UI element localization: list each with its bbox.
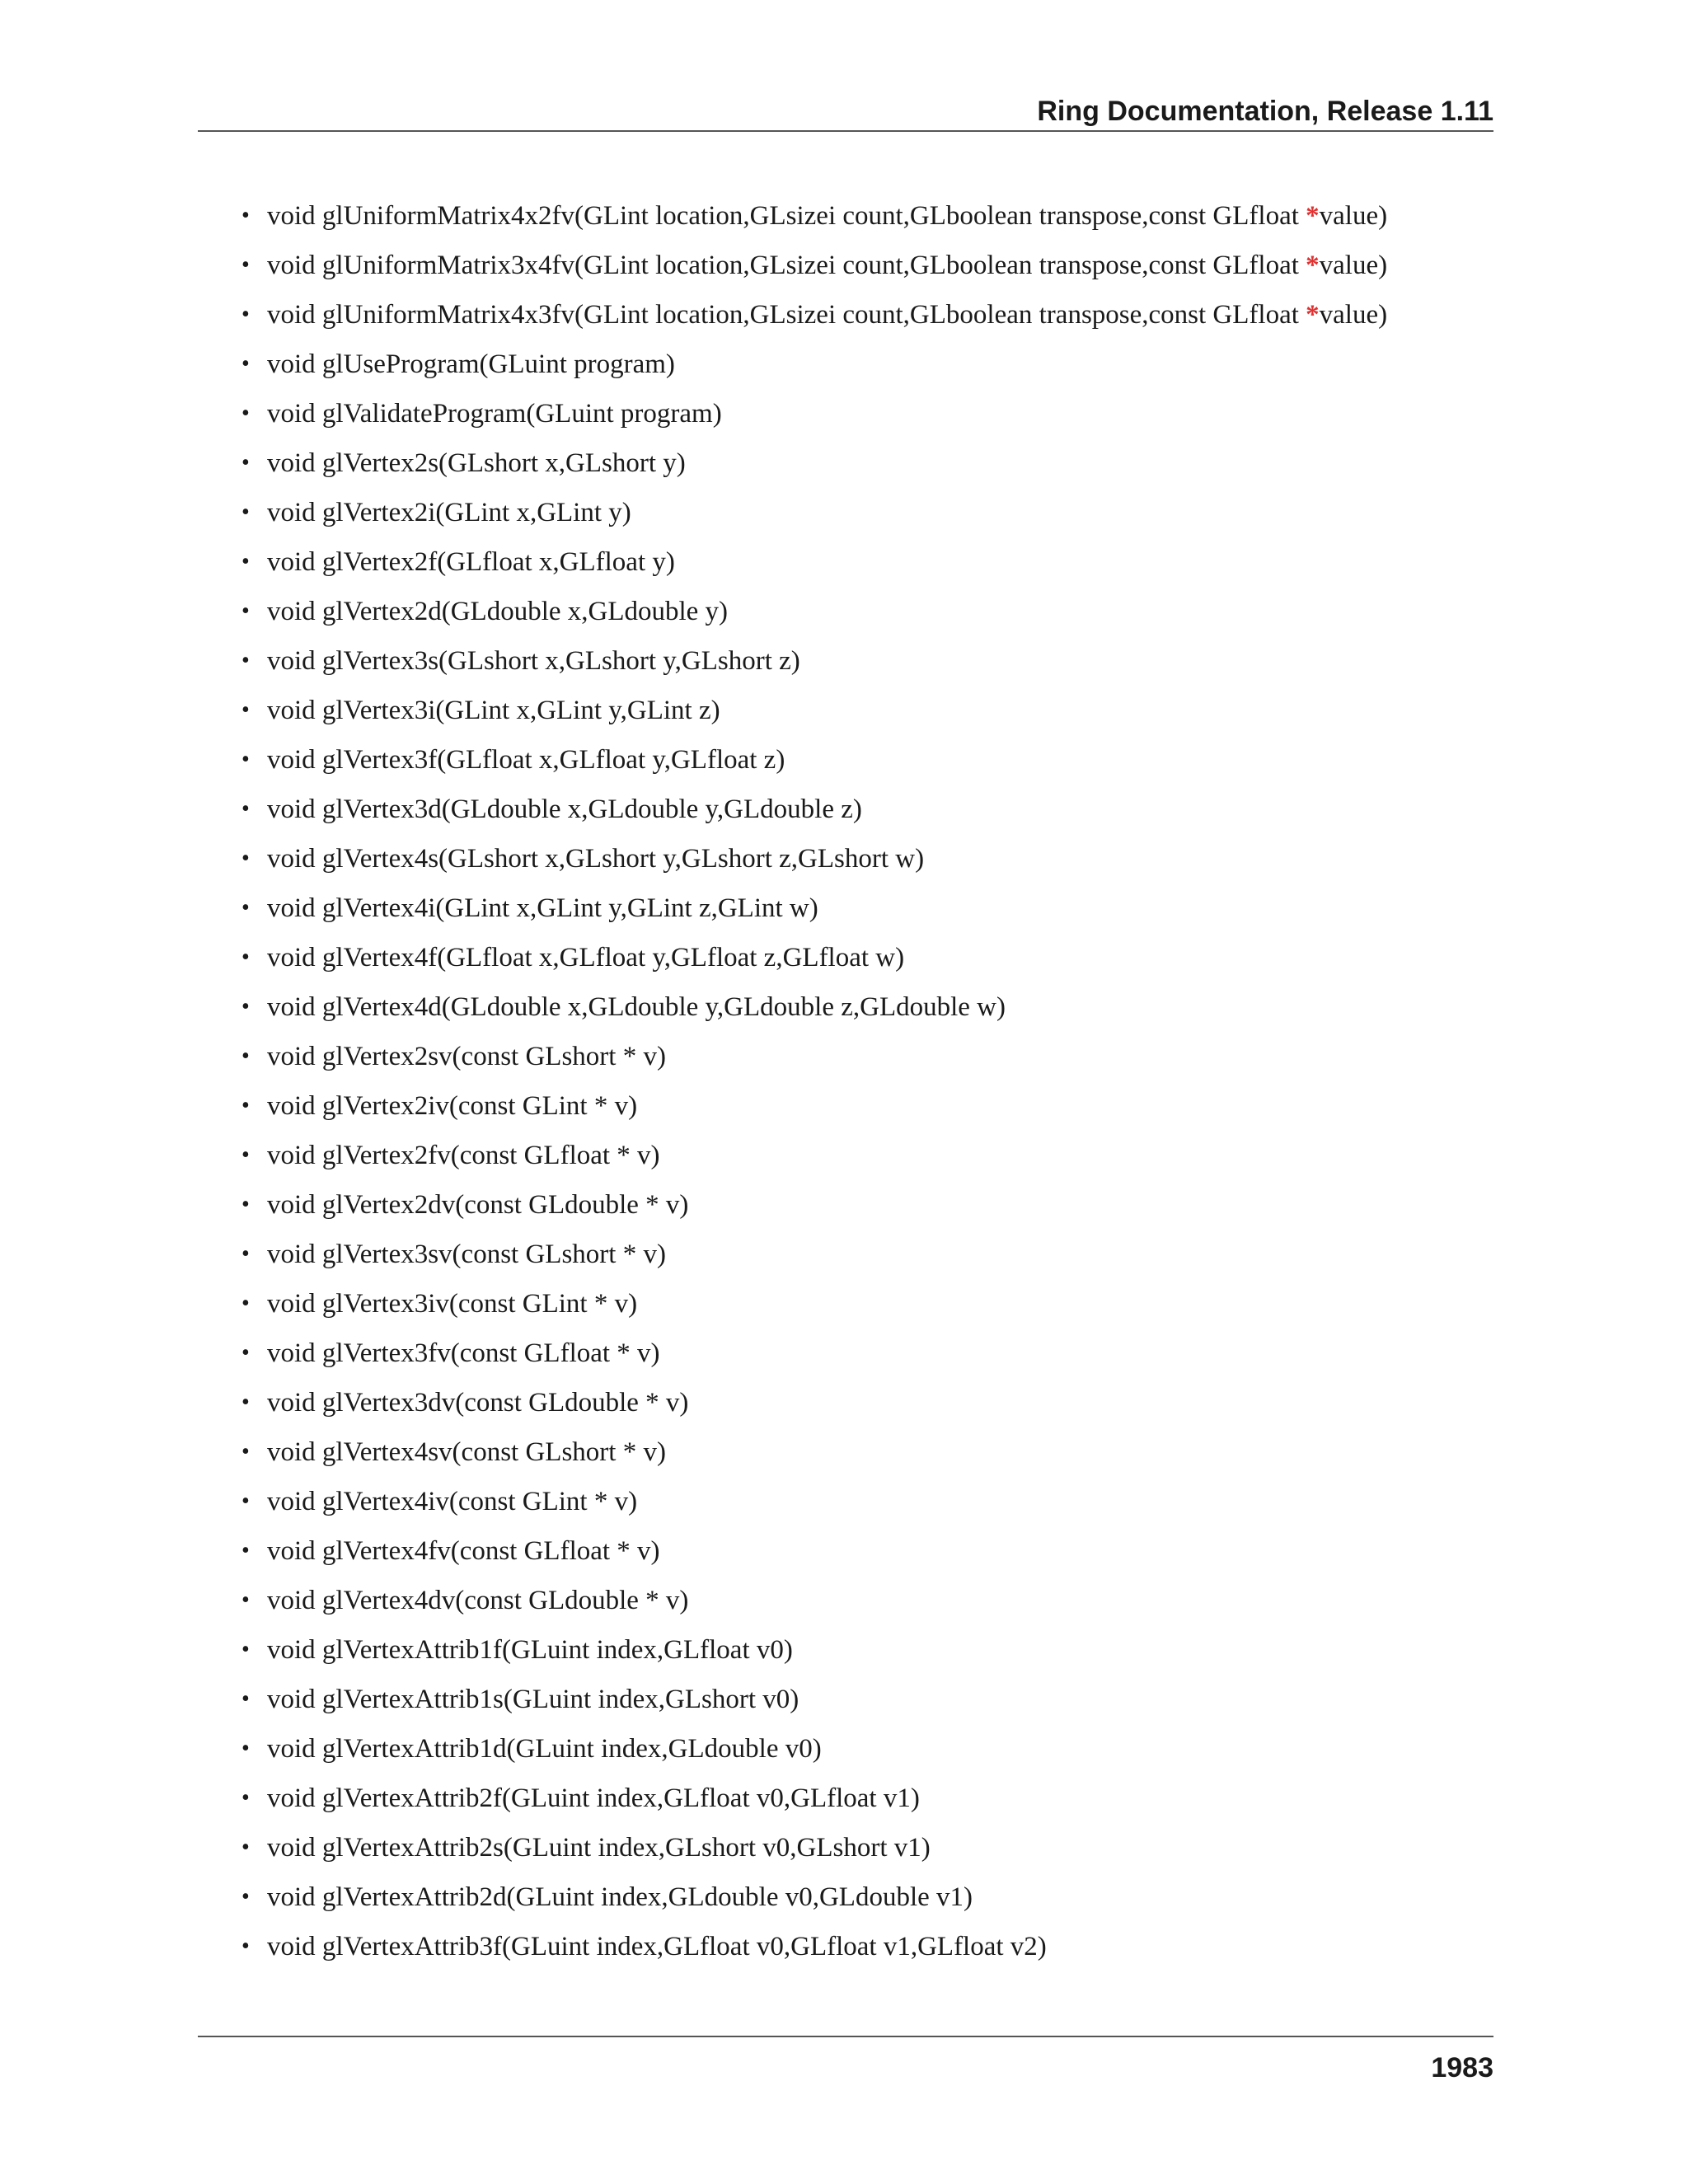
page-header <box>198 89 1493 132</box>
function-signature: void glVertex4sv(const GLshort * v) <box>267 1437 666 1467</box>
function-signature-tail: value) <box>1319 201 1388 231</box>
function-signature-tail: value) <box>1319 300 1388 330</box>
bullet-icon: • <box>241 1686 250 1712</box>
function-signature: void glUniformMatrix4x3fv(GLint location,GLsizei count,GLboolean transpose,const GLfloat <box>267 300 1306 330</box>
list-item <box>198 982 1493 1032</box>
list-item <box>198 1724 1493 1774</box>
function-signature: void glVertexAttrib1s(GLuint index,GLshort v0) <box>267 1685 799 1714</box>
list-item <box>198 537 1493 587</box>
main-content <box>198 191 1493 1971</box>
bullet-icon: • <box>241 351 250 377</box>
list-item <box>198 785 1493 834</box>
function-list <box>198 191 1493 1971</box>
function-signature: void glUseProgram(GLuint program) <box>267 349 675 379</box>
list-item <box>198 1526 1493 1576</box>
function-signature: void glVertexAttrib3f(GLuint index,GLfloat v0,GLfloat v1,GLfloat v2) <box>267 1932 1047 1961</box>
list-item <box>198 1625 1493 1675</box>
bullet-icon: • <box>241 1291 250 1316</box>
list-item <box>198 883 1493 933</box>
bullet-icon: • <box>241 697 250 723</box>
bullet-icon: • <box>241 1587 250 1613</box>
bullet-icon: • <box>241 450 250 476</box>
bullet-icon: • <box>241 499 250 525</box>
function-signature: void glVertex4d(GLdouble x,GLdouble y,GLdouble z,GLdouble w) <box>267 992 1006 1022</box>
function-signature: void glVertex3s(GLshort x,GLshort y,GLshort z) <box>267 646 800 676</box>
list-item <box>198 1675 1493 1724</box>
function-signature: void glVertex2f(GLfloat x,GLfloat y) <box>267 547 675 577</box>
function-signature: void glVertex4f(GLfloat x,GLfloat y,GLfloat z,GLfloat w) <box>267 943 905 972</box>
list-item <box>198 1081 1493 1131</box>
list-item <box>198 1477 1493 1526</box>
bullet-icon: • <box>241 796 250 822</box>
function-signature: void glVertex3fv(const GLfloat * v) <box>267 1338 660 1368</box>
pointer-asterisk: * <box>1306 251 1320 280</box>
bullet-icon: • <box>241 203 250 228</box>
list-item <box>198 1131 1493 1180</box>
function-signature: void glVertexAttrib2s(GLuint index,GLshort v0,GLshort v1) <box>267 1833 931 1863</box>
bullet-icon: • <box>241 747 250 772</box>
function-signature: void glUniformMatrix3x4fv(GLint location,GLsizei count,GLboolean transpose,const GLfloat <box>267 251 1306 280</box>
function-signature: void glVertex3i(GLint x,GLint y,GLint z) <box>267 696 720 725</box>
bullet-icon: • <box>241 648 250 673</box>
function-signature: void glVertex2iv(const GLint * v) <box>267 1091 638 1121</box>
bullet-icon: • <box>241 302 250 327</box>
bullet-icon: • <box>241 1093 250 1118</box>
function-signature: void glVertex4fv(const GLfloat * v) <box>267 1536 660 1566</box>
bullet-icon: • <box>241 1785 250 1811</box>
bullet-icon: • <box>241 1192 250 1217</box>
bullet-icon: • <box>241 1933 250 1959</box>
function-signature: void glUniformMatrix4x2fv(GLint location,GLsizei count,GLboolean transpose,const GLfloat <box>267 201 1306 231</box>
bullet-icon: • <box>241 944 250 970</box>
list-item <box>198 389 1493 438</box>
list-item <box>198 834 1493 883</box>
function-signature: void glVertex3dv(const GLdouble * v) <box>267 1388 689 1418</box>
bullet-icon: • <box>241 401 250 426</box>
function-signature: void glVertexAttrib2f(GLuint index,GLfloat v0,GLfloat v1) <box>267 1783 920 1813</box>
function-signature: void glValidateProgram(GLuint program) <box>267 399 722 429</box>
list-item <box>198 1427 1493 1477</box>
bullet-icon: • <box>241 1835 250 1860</box>
bullet-icon: • <box>241 549 250 574</box>
function-signature: void glVertex4i(GLint x,GLint y,GLint z,GLint w) <box>267 893 818 923</box>
bullet-icon: • <box>241 598 250 624</box>
function-signature: void glVertex3iv(const GLint * v) <box>267 1289 638 1319</box>
bullet-icon: • <box>241 846 250 871</box>
function-signature: void glVertex3sv(const GLshort * v) <box>267 1240 666 1269</box>
bullet-icon: • <box>241 1043 250 1069</box>
function-signature: void glVertex2i(GLint x,GLint y) <box>267 498 631 527</box>
bullet-icon: • <box>241 895 250 921</box>
list-item <box>198 735 1493 785</box>
pointer-asterisk: * <box>1306 201 1320 231</box>
list-item <box>198 1922 1493 1971</box>
list-item <box>198 1823 1493 1872</box>
list-item <box>198 1576 1493 1625</box>
function-signature: void glVertex3f(GLfloat x,GLfloat y,GLfloat z) <box>267 745 785 775</box>
document-title: Ring Documentation, Release 1.11 <box>1037 96 1493 127</box>
function-signature: void glVertex4iv(const GLint * v) <box>267 1487 638 1516</box>
bullet-icon: • <box>241 1488 250 1514</box>
list-item <box>198 290 1493 340</box>
bullet-icon: • <box>241 994 250 1019</box>
function-signature: void glVertex2s(GLshort x,GLshort y) <box>267 448 686 478</box>
bullet-icon: • <box>241 1736 250 1761</box>
function-signature: void glVertex3d(GLdouble x,GLdouble y,GLdouble z) <box>267 794 862 824</box>
list-item <box>198 241 1493 290</box>
list-item <box>198 1032 1493 1081</box>
pointer-asterisk: * <box>1306 300 1320 330</box>
function-signature: void glVertexAttrib1f(GLuint index,GLfloat v0) <box>267 1635 793 1665</box>
bullet-icon: • <box>241 252 250 278</box>
bullet-icon: • <box>241 1390 250 1415</box>
list-item <box>198 1774 1493 1823</box>
list-item <box>198 1279 1493 1329</box>
list-item <box>198 1872 1493 1922</box>
function-signature: void glVertexAttrib1d(GLuint index,GLdouble v0) <box>267 1734 822 1764</box>
list-item <box>198 1329 1493 1378</box>
function-signature: void glVertex4s(GLshort x,GLshort y,GLshort z,GLshort w) <box>267 844 925 874</box>
function-signature-tail: value) <box>1319 251 1388 280</box>
bullet-icon: • <box>241 1241 250 1267</box>
list-item <box>198 933 1493 982</box>
page-number: 1983 <box>1431 2052 1493 2083</box>
bullet-icon: • <box>241 1884 250 1910</box>
list-item <box>198 340 1493 389</box>
list-item <box>198 636 1493 686</box>
function-signature: void glVertex2sv(const GLshort * v) <box>267 1042 666 1071</box>
page-footer <box>198 2036 1493 2083</box>
list-item <box>198 1230 1493 1279</box>
function-signature: void glVertex4dv(const GLdouble * v) <box>267 1586 689 1615</box>
list-item <box>198 438 1493 488</box>
bullet-icon: • <box>241 1439 250 1465</box>
list-item <box>198 488 1493 537</box>
list-item <box>198 686 1493 735</box>
list-item <box>198 1180 1493 1230</box>
function-signature: void glVertex2dv(const GLdouble * v) <box>267 1190 689 1220</box>
list-item <box>198 1378 1493 1427</box>
function-signature: void glVertex2d(GLdouble x,GLdouble y) <box>267 597 729 626</box>
bullet-icon: • <box>241 1340 250 1366</box>
bullet-icon: • <box>241 1637 250 1662</box>
bullet-icon: • <box>241 1142 250 1168</box>
bullet-icon: • <box>241 1538 250 1563</box>
list-item <box>198 191 1493 241</box>
list-item <box>198 587 1493 636</box>
function-signature: void glVertex2fv(const GLfloat * v) <box>267 1141 660 1170</box>
function-signature: void glVertexAttrib2d(GLuint index,GLdouble v0,GLdouble v1) <box>267 1882 973 1912</box>
